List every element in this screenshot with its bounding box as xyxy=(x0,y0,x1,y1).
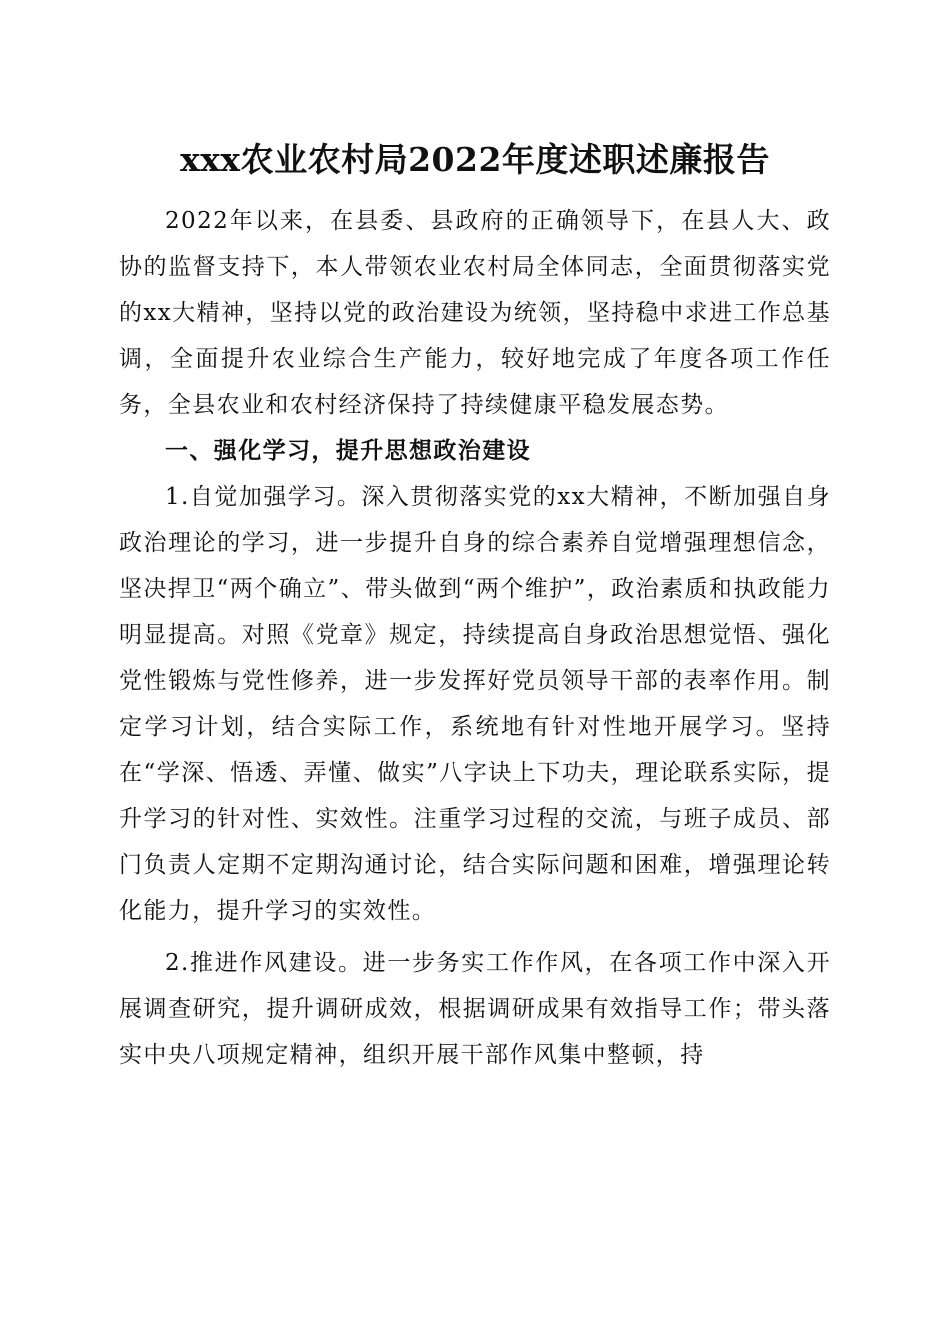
document-title: xxx农业农村局2022年度述职述廉报告 xyxy=(180,140,770,179)
item-paragraph-1: 1.自觉加强学习。深入贯彻落实党的xx大精神，不断加强自身政治理论的学习，进一步提升自身的综合素养自觉增强理想信念，坚决捍卫“两个确立”、带头做到“两个维护”，政治素质和执政能力明显提高。对照《党章》规定，持续提高自身政治思想觉悟、强化党性锻炼与党性修养，进一步发挥好党员领导干部的表率作用。制定学习计划，结合实际工作，系统地有针对性地开展学习。坚持在“学深、悟透、弄懂、做实”八字诀上下功夫，理论联系实际，提升学习的针对性、实效性。注重学习过程的交流，与班子成员、部门负责人定期不定期沟通讨论，结合实际问题和困难，增强理论转化能力，提升学习的实效性。 xyxy=(119,484,831,924)
item-paragraph-2: 2.推进作风建设。进一步务实工作作风，在各项工作中深入开展调查研究，提升调研成效，根据调研成果有效指导工作；带头落实中央八项规定精神，组织开展干部作风集中整顿，持 xyxy=(119,950,831,1068)
intro-paragraph: 2022年以来，在县委、县政府的正确领导下，在县人大、政协的监督支持下，本人带领农业农村局全体同志，全面贯彻落实党的xx大精神，坚持以党的政治建设为统领，坚持稳中求进工作总基调，全面提升农业综合生产能力，较好地完成了年度各项工作任务，全县农业和农村经济保持了持续健康平稳发展态势。 xyxy=(119,208,831,418)
document-body xyxy=(119,198,831,1078)
section-heading-1: 一、强化学习，提升思想政治建设 xyxy=(165,438,531,464)
